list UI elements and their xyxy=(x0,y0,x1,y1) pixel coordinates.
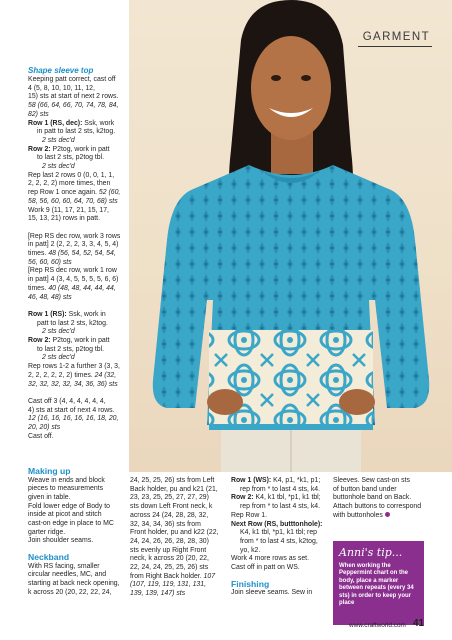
end-dot-icon xyxy=(385,512,390,517)
stitch-count: 20, 20) sts xyxy=(28,424,61,432)
page-number: 41 xyxy=(413,618,425,629)
pattern-column-4 xyxy=(333,477,433,521)
model-photo xyxy=(129,0,452,472)
model-illustration xyxy=(129,0,452,472)
pattern-column-3 xyxy=(231,477,331,598)
text-line: 15, 13, 21) rows in patt. xyxy=(28,215,101,223)
text-line: cast-on edge in place to MC xyxy=(28,520,114,528)
tip-box xyxy=(333,541,424,625)
stitch-count: 48 (56, 54, 52, 54, 54, xyxy=(48,250,116,258)
text-line: sts down Left Front neck, k xyxy=(130,503,213,511)
text-line: inside at picot and stitch xyxy=(28,511,102,519)
dec-note: 2 sts dec'd xyxy=(42,163,75,171)
stitch-count: 139, 139, 147) sts xyxy=(130,590,186,598)
stitch-count: 12 (16, 16, 16, 16, 16, 18, 20, xyxy=(28,415,119,423)
stitch-count: 56, 60, 60) sts xyxy=(28,258,72,266)
text-line: from * to last 4 sts, k2tog, xyxy=(240,537,318,545)
text-line: [Rep RS dec row, work 1 row xyxy=(28,267,117,275)
text-line: Work 9 (11, 17, 21, 15, 17, xyxy=(28,206,109,214)
text-line: Rep Row 1. xyxy=(231,511,268,519)
text-line: 24, 24, 26, 26, 28, 28, 30) xyxy=(130,537,209,545)
pattern-column-1 xyxy=(28,66,128,441)
stitch-count: 24 (32, xyxy=(94,371,117,379)
row-label: Row 1 (WS): xyxy=(231,477,272,484)
making-up-column xyxy=(28,466,128,597)
row-text: Ssk, work in xyxy=(68,310,106,318)
text-line: Weave in ends and block xyxy=(28,476,105,484)
text-line: 2, 2, 2, 2) more times, then xyxy=(28,180,111,188)
pattern-column-2 xyxy=(130,477,228,599)
text-line: pieces to measurements xyxy=(28,485,104,493)
text-line: in patt] 4 (3, 4, 5, 5, 5, 5, 6, 6) xyxy=(28,276,119,284)
stitch-count: 107 xyxy=(203,572,216,580)
stitch-count: 82) sts xyxy=(28,110,49,118)
tip-body: When working the Peppermint chart on the body, place a marker between repeats (every 34 sts) in order to keep your place xyxy=(339,563,414,607)
text-line: 4) sts at start of next 4 rows. xyxy=(28,406,115,414)
text-line: Cast off. xyxy=(28,432,54,440)
text-line: 2, 2, 2, 2, 2, 2) times. xyxy=(28,371,93,379)
text-line: [Rep RS dec row, work 3 rows xyxy=(28,232,121,240)
text-line: Rep rows 1-2 a further 3 (3, 3, xyxy=(28,363,120,371)
text-line: Cast off 3 (4, 4, 4, 4, 4, 4, xyxy=(28,397,106,405)
text-line: 32, 34, 34, 36) sts from xyxy=(130,520,201,528)
text-line: Join sleeve seams. Sew in xyxy=(231,589,313,597)
text-line: Attach buttons to correspond xyxy=(333,503,422,511)
text-line: Back holder, pu and k21 (21, xyxy=(130,485,218,493)
text-line: starting at back neck opening, xyxy=(28,580,120,588)
text-line: sts evenly up Right Front xyxy=(130,546,207,554)
section-rule xyxy=(358,46,432,47)
text-line: in patt] 2 (2, 2, 2, 3, 3, 4, 5, 4) xyxy=(28,241,119,249)
row-text: K4, k1 tbl, *p1, k1 tbl; xyxy=(255,494,321,502)
text-line: 4 (5, 8, 10, 10, 11, 12, xyxy=(28,84,95,92)
text-line: k across 20 (20, 22, 22, 24, xyxy=(28,588,112,596)
text-line: times. xyxy=(28,250,47,258)
stitch-count: 32, 32, 32, 32, 34, 36, 36) sts xyxy=(28,380,118,388)
text-line: rep from * to last 4 sts, k4. xyxy=(240,503,321,511)
text-line: rep Row 1 once again. xyxy=(28,189,97,197)
section-label: GARMENT xyxy=(362,31,430,43)
tip-title: Anni's tip... xyxy=(339,546,403,559)
dec-note: 2 sts dec'd xyxy=(42,136,75,144)
text-line: With RS facing, smaller xyxy=(28,562,100,570)
stitch-count: 40 (48, 48, 44, 44, 44, xyxy=(48,284,116,292)
row-label: Row 2: xyxy=(28,337,51,345)
text-line: 22, 24, 24, 25, 25, 26) sts xyxy=(130,564,209,572)
dec-note: 2 sts dec'd xyxy=(42,328,75,336)
text-line: in patt to last 2 sts, k2tog. xyxy=(37,128,116,136)
row-label: Next Row (RS, butttonhole): xyxy=(231,520,323,528)
text-line: times. xyxy=(28,284,47,292)
stitch-count: 46, 48, 48) sts xyxy=(28,293,72,301)
text-line: rep from * to last 4 sts, k4. xyxy=(240,485,321,493)
row-text: Ssk, work xyxy=(84,119,115,127)
text-line: with buttonholes xyxy=(333,511,383,519)
footer-url: www.craftworld.com xyxy=(349,622,406,629)
stitch-count: 52 (60, xyxy=(98,189,121,197)
text-line: Work 4 more rows as set. xyxy=(231,555,309,563)
text-line: 24, 25, 25, 26) sts from Left xyxy=(130,477,215,484)
text-line: to last 2 sts, p2tog tbl. xyxy=(37,345,105,353)
text-line: patt to last 2 sts, k2tog. xyxy=(37,319,108,327)
text-line: Cast off in patt on WS. xyxy=(231,564,300,572)
shape-sleeve-heading: Shape sleeve top xyxy=(28,66,94,75)
stitch-count: 58, 56, 60, 60, 64, 70, 68) sts xyxy=(28,197,118,205)
stitch-count: (107, 119, 119, 131, 131, xyxy=(130,581,206,589)
row-label: Row 2: xyxy=(231,494,254,502)
text-line: Rep last 2 rows 0 (0, 0, 1, 1, xyxy=(28,171,115,179)
row-label: Row 1 (RS, dec): xyxy=(28,119,83,127)
text-line: given in table. xyxy=(28,493,71,501)
text-line: Front holder, pu and k22 (22, xyxy=(130,529,219,537)
neckband-heading: Neckband xyxy=(28,552,70,563)
text-line: garter ridge. xyxy=(28,528,66,536)
text-line: from Right Back holder. xyxy=(130,572,202,580)
making-up-heading: Making up xyxy=(28,466,71,476)
text-line: of button band under xyxy=(333,485,397,493)
finishing-heading: Finishing xyxy=(231,578,270,589)
row-label: Row 1 (RS): xyxy=(28,310,67,318)
text-line: yo, k2. xyxy=(240,546,261,554)
stitch-count: 58 (66, 64, 66, 70, 74, 78, 84, xyxy=(28,102,119,110)
text-line: circular needles, MC, and xyxy=(28,571,107,579)
text-line: Fold lower edge of Body to xyxy=(28,502,110,510)
row-text: P2tog, work in patt xyxy=(52,145,110,153)
text-line: neck, k across 20 (20, 22, xyxy=(130,555,209,563)
row-label: Row 2: xyxy=(28,145,51,153)
text-line: Join shoulder seams. xyxy=(28,537,94,545)
dec-note: 2 sts dec'd xyxy=(42,354,75,362)
text-line: to last 2 sts, p2tog tbl. xyxy=(37,154,105,162)
text-line: 23, 23, 25, 25, 27, 27, 29) xyxy=(130,494,209,502)
text-line: K4, k1 tbl, *p1, k1 tbl; rep xyxy=(240,529,317,537)
text-line: 15) sts at start of next 2 rows. xyxy=(28,93,119,101)
text-line: buttonhole band on Back. xyxy=(333,494,412,502)
text-line: Keeping patt correct, cast off xyxy=(28,76,116,83)
row-text: P2tog, work in patt xyxy=(52,337,110,345)
text-line: Sleeves. Sew cast-on sts xyxy=(333,477,410,484)
text-line: across 24 (24, 28, 28, 32, xyxy=(130,511,209,519)
row-text: K4, p1, *k1, p1; xyxy=(273,477,321,484)
